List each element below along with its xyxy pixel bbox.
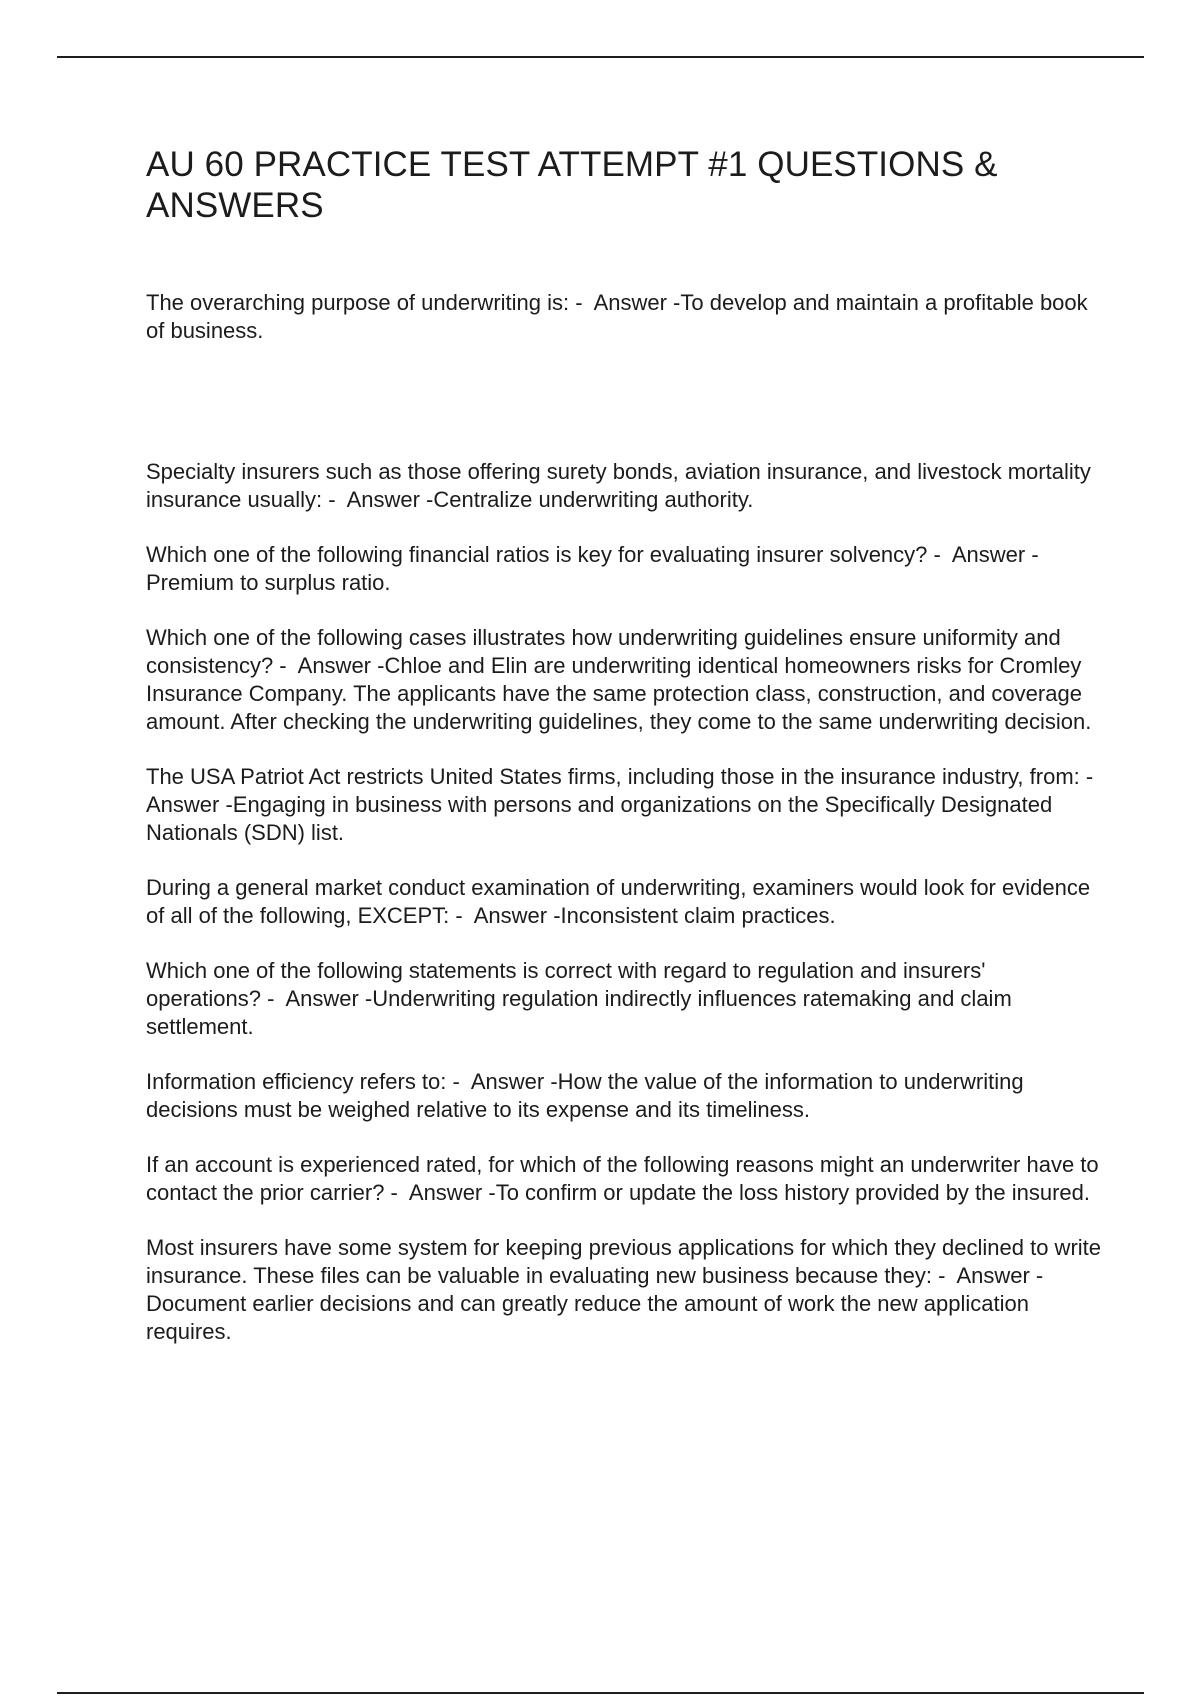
question-text: Which one of the following financial ratios is key for evaluating insurer solvency? — [146, 542, 928, 567]
qa-list — [146, 289, 1106, 1346]
answer-prefix: Answer - — [285, 986, 373, 1011]
answer-prefix: Answer - — [470, 1069, 558, 1094]
qa-item — [146, 624, 1106, 736]
separator: - — [927, 542, 952, 567]
answer-text: Inconsistent claim practices. — [560, 903, 836, 928]
bottom-rule — [57, 1692, 1144, 1694]
answer-text: Chloe and Elin are underwriting identical homeowners risks for Cromley Insurance Company. The applicants have the same protection class, construction, and coverage amount. After checking the underwriting guidelines, they come to the same underwriting decision. — [146, 653, 1092, 734]
separator: - — [569, 290, 594, 315]
question-text: Most insurers have some system for keeping previous applications for which they declined to write insurance. These files can be valuable in evaluating new business because they: — [146, 1235, 1108, 1288]
answer-prefix: Answer - — [346, 487, 434, 512]
qa-item — [146, 458, 1106, 514]
answer-text: Engaging in business with persons and organizations on the Specifically Designated Nationals (SDN) list. — [146, 792, 1059, 845]
question-text: Specialty insurers such as those offering surety bonds, aviation insurance, and livestock mortality insurance usually: — [146, 459, 1097, 512]
qa-item — [146, 289, 1106, 345]
question-text: If an account is experienced rated, for which of the following reasons might an underwriter have to contact the prior carrier? — [146, 1152, 1105, 1205]
qa-item — [146, 1151, 1106, 1207]
separator: - — [260, 986, 286, 1011]
answer-prefix: Answer - — [593, 290, 681, 315]
answer-prefix: Answer - — [297, 653, 385, 678]
qa-item — [146, 1234, 1106, 1346]
answer-text: Centralize underwriting authority. — [433, 487, 754, 512]
separator: - — [446, 1069, 471, 1094]
question-text: The overarching purpose of underwriting is: — [146, 290, 570, 315]
answer-prefix: Answer - — [146, 792, 233, 817]
separator: - — [322, 487, 347, 512]
answer-prefix: Answer - — [408, 1180, 496, 1205]
top-rule — [57, 56, 1144, 58]
qa-item — [146, 763, 1106, 847]
answer-prefix: Answer - — [473, 903, 561, 928]
separator: - — [449, 903, 474, 928]
qa-item — [146, 874, 1106, 930]
document-body — [146, 144, 1106, 1373]
qa-item — [146, 957, 1106, 1041]
answer-text: To confirm or update the loss history provided by the insured. — [495, 1180, 1090, 1205]
document-title: AU 60 PRACTICE TEST ATTEMPT #1 QUESTIONS & ANSWERS — [146, 145, 998, 225]
answer-text: Underwriting regulation indirectly influences ratemaking and claim settlement. — [146, 986, 1018, 1039]
qa-item — [146, 541, 1106, 597]
answer-text: How the value of the information to underwriting decisions must be weighed relative to its expense and its timeliness. — [146, 1069, 1030, 1122]
separator: - — [1079, 764, 1105, 789]
question-text: During a general market conduct examination of underwriting, examiners would look for evidence of all of the following, EXCEPT: — [146, 875, 1097, 928]
answer-text: Document earlier decisions and can greatly reduce the amount of work the new application requires. — [146, 1291, 1036, 1344]
question-text: Which one of the following statements is correct with regard to regulation and insurers' operations? — [146, 958, 992, 1011]
separator: - — [384, 1180, 409, 1205]
answer-prefix: Answer - — [956, 1263, 1044, 1288]
answer-text: To develop and maintain a profitable book of business. — [146, 290, 1094, 343]
separator: - — [931, 1263, 957, 1288]
question-text: The USA Patriot Act restricts United States firms, including those in the insurance industry, from: — [146, 764, 1080, 789]
qa-item — [146, 1068, 1106, 1124]
answer-text: Premium to surplus ratio. — [146, 570, 391, 595]
question-text: Information efficiency refers to: — [146, 1069, 447, 1094]
separator: - — [273, 653, 298, 678]
question-text: Which one of the following cases illustrates how underwriting guidelines ensure uniformity and consistency? — [146, 625, 1067, 678]
answer-prefix: Answer - — [951, 542, 1039, 567]
